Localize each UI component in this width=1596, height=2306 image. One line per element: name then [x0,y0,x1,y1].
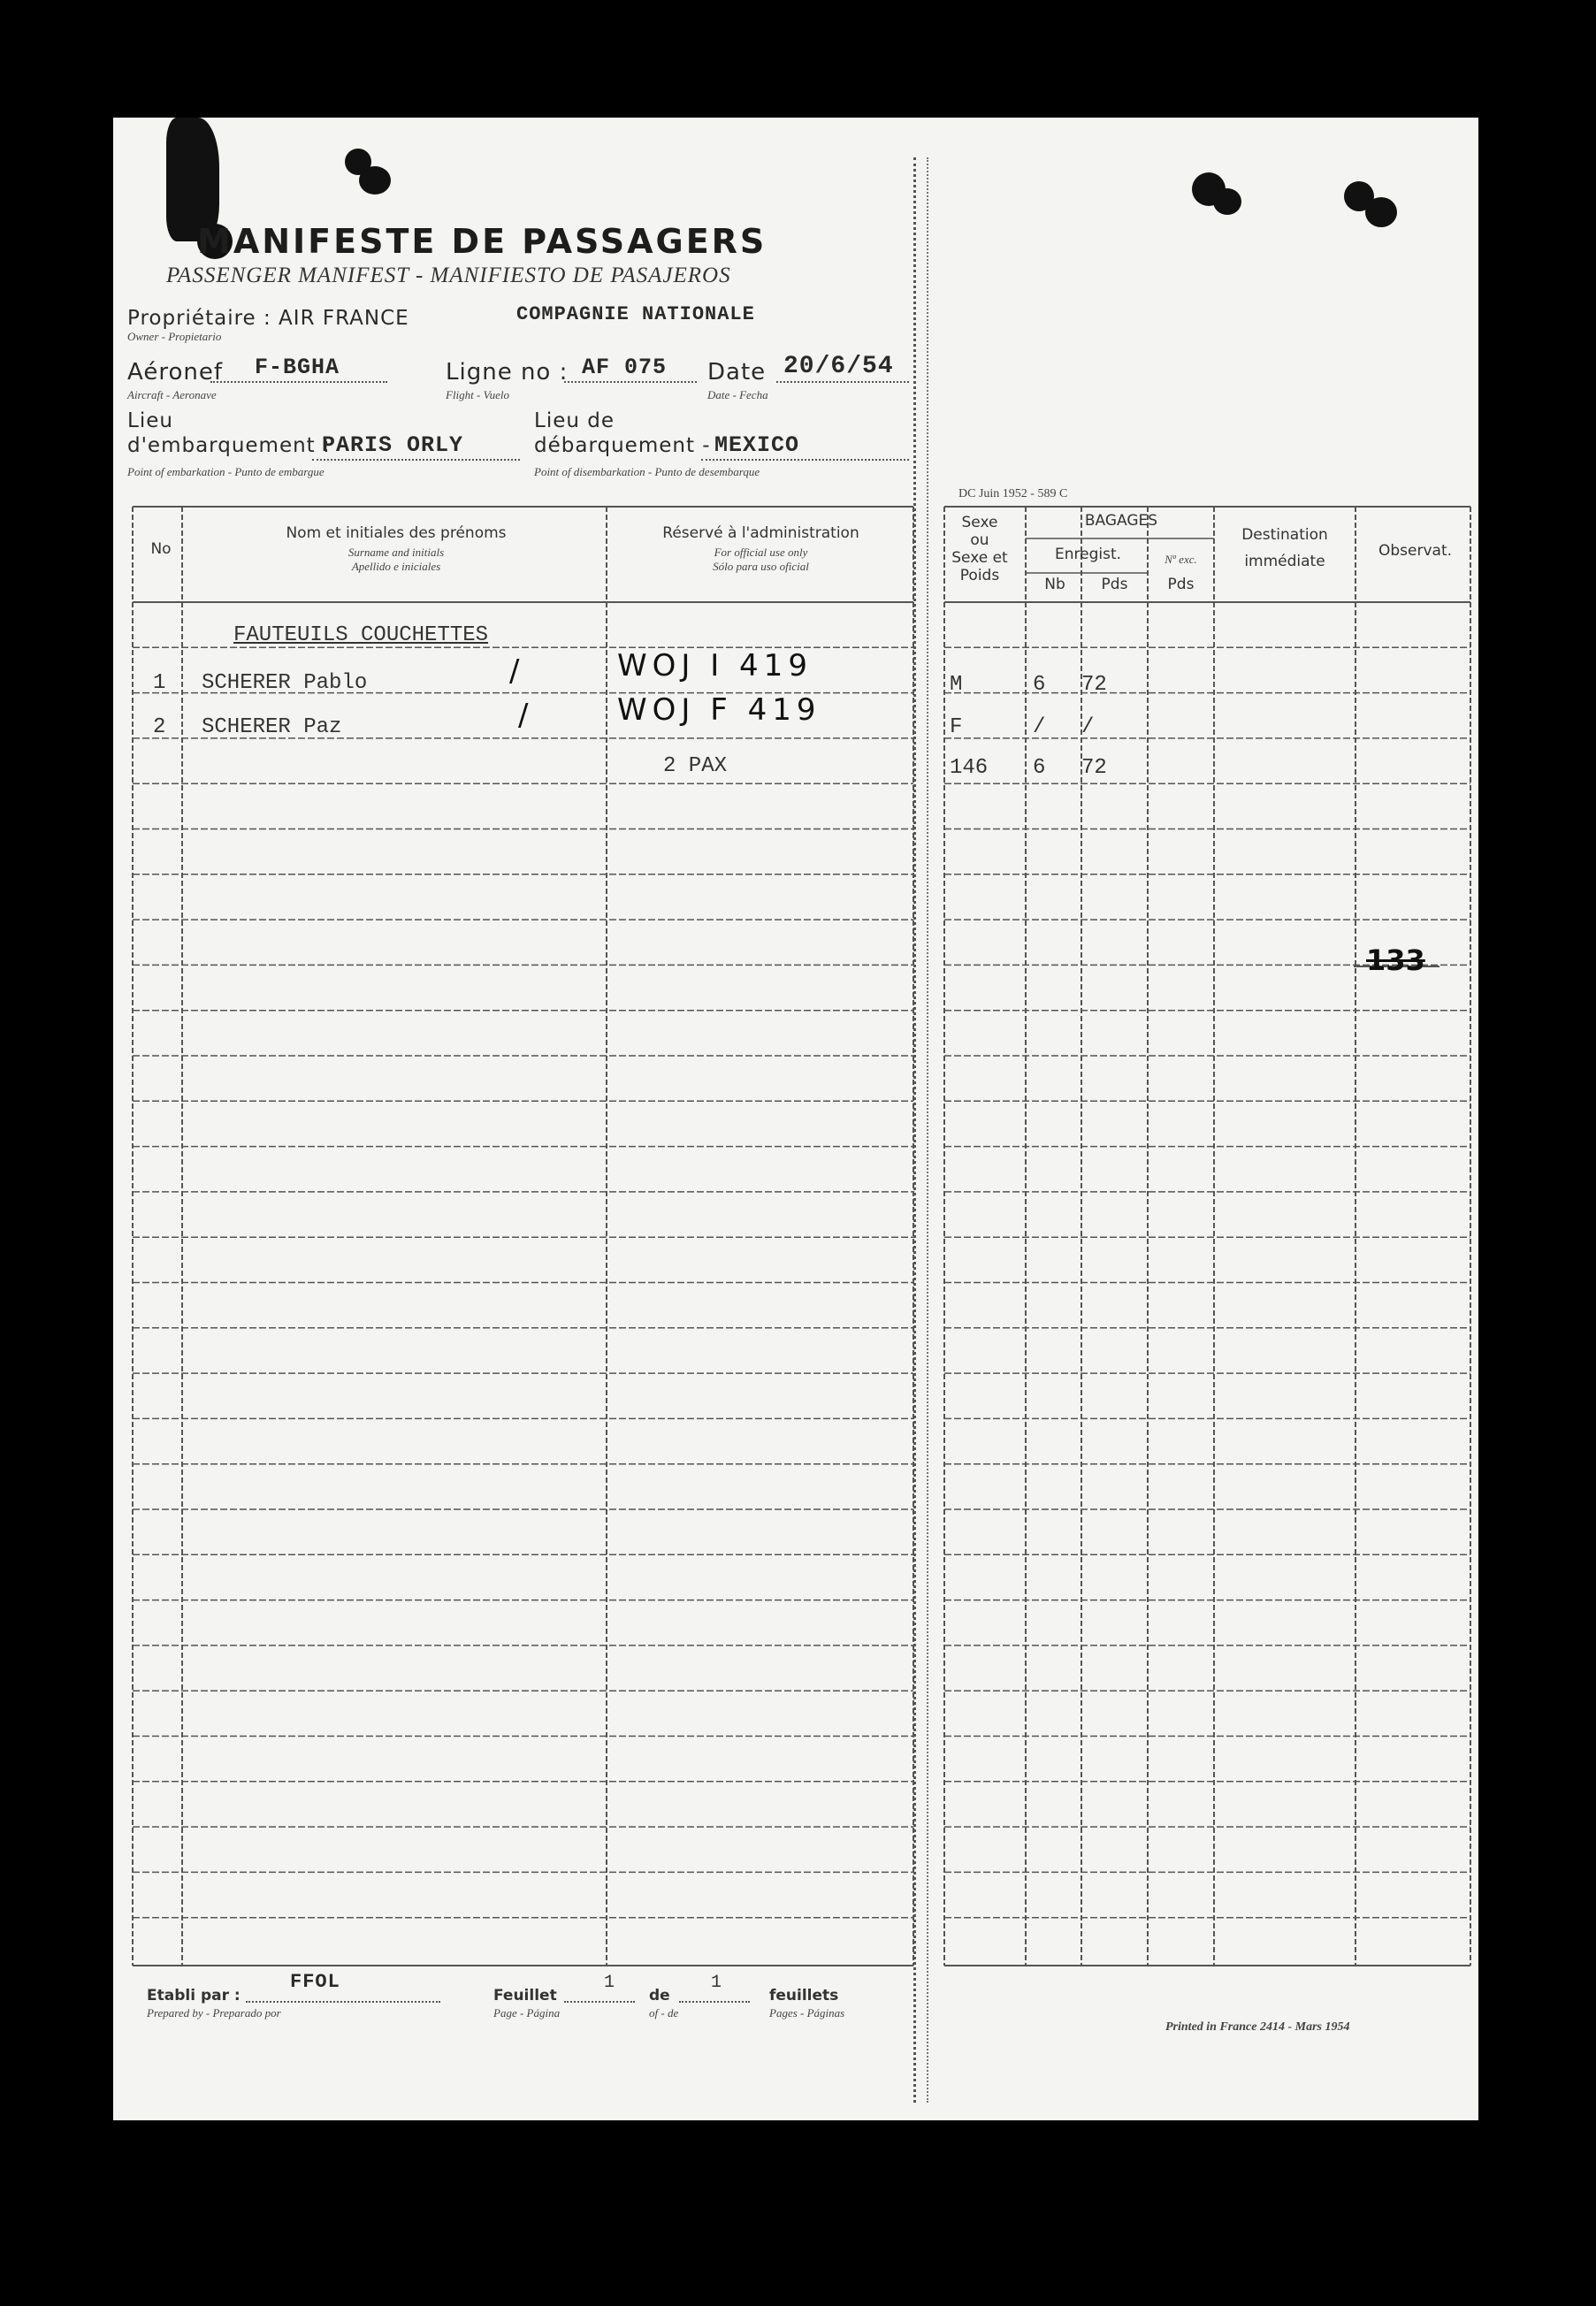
col-bagages-header: BAGAGES [1084,512,1158,530]
aircraft-sub: Aircraft - Aeronave [127,388,217,401]
line-value: AF 075 [582,355,668,380]
col-name-sub: Surname and initials [347,546,445,559]
row-2-sex: F [950,715,963,739]
disembark-value: MEXICO [714,432,800,458]
row-1-nb: 6 [1033,673,1046,697]
sheet-value: 1 [604,1973,615,1993]
row-2-check: / [518,698,534,733]
of-label: de [649,1987,670,2004]
line-label: Ligne no : [446,359,569,386]
col-no-header: No [150,540,172,558]
row-1-no: 1 [153,671,166,695]
date-label: Date [707,359,767,386]
date-sub: Date - Fecha [707,388,768,401]
row-2-admin: WOJ F 419 [617,692,821,728]
total-nb: 6 [1033,756,1046,780]
col-sex-header: Sexe et [951,549,1008,567]
page-subtitle: PASSENGER MANIFEST - MANIFIESTO DE PASAJEROS [166,263,731,287]
col-dest-header: immédiate [1244,553,1325,570]
section-label: FAUTEUILS COUCHETTES [233,623,489,647]
col-admin-sub: For official use only [714,546,808,559]
col-pds-header: Pds [1101,576,1128,593]
disembark-label: Lieu de [534,409,615,432]
col-name-header: Nom et initiales des prénoms [286,524,507,542]
row-2-pds: / [1081,715,1095,739]
col-nb-header: Nb [1044,576,1065,593]
aircraft-label: Aéronef [127,359,223,386]
col-sex-header: ou [970,531,989,549]
embark-label-2: d'embarquement : [127,434,331,457]
line-sub: Flight - Vuelo [446,388,509,401]
prepared-value: FFOL [290,1971,340,1993]
row-1-name: SCHERER Pablo [202,671,368,695]
row-1-check: / [509,653,525,689]
disembark-sub: Point of disembarkation - Punto de desembarque [534,465,760,478]
row-2-nb: / [1033,715,1046,739]
row-1-admin: WOJ I 419 [617,648,813,683]
date-value: 20/6/54 [783,353,894,380]
owner-label: Propriétaire : AIR FRANCE [127,307,409,330]
table-grid [113,118,1478,2120]
total-sex: 146 [950,756,989,780]
page-title: MANIFESTE DE PASSAGERS [197,222,767,261]
col-admin-sub: Sólo para uso oficial [713,560,809,573]
embark-value: PARIS ORLY [322,432,464,458]
total-pds: 72 [1081,756,1107,780]
form-reference: DC Juin 1952 - 589 C [958,487,1068,500]
row-1-pds: 72 [1081,673,1107,697]
col-admin-header: Réservé à l'administration [662,524,859,542]
prepared-sub: Prepared by - Preparado por [147,2006,281,2020]
total-pax: 2 PAX [663,754,728,778]
row-2-no: 2 [153,715,166,739]
sheet-sub: Page - Página [493,2006,561,2020]
owner-sub: Owner - Propietario [127,330,222,343]
col-dest-header: Destination [1241,526,1328,544]
of-value: 1 [711,1973,722,1993]
manifest-page [113,118,1478,2120]
col-pds2-header: Pds [1167,576,1195,593]
sheets-sub: Pages - Páginas [769,2006,845,2020]
row-2-name: SCHERER Paz [202,715,342,739]
of-sub: of - de [649,2006,679,2020]
owner-value: COMPAGNIE NATIONALE [516,303,755,325]
sheet-label: Feuillet [493,1987,557,2004]
prepared-label: Etabli par : [147,1987,241,2004]
disembark-label-2: débarquement - [534,434,711,457]
col-enreg-header: Enregist. [1054,546,1122,563]
printed-note: Printed in France 2414 - Mars 1954 [1165,2020,1350,2034]
aircraft-value: F-BGHA [255,355,340,380]
embark-label: Lieu [127,409,173,432]
row-1-sex: M [950,673,963,697]
col-obs-header: Observat. [1378,542,1453,560]
sheets-label: feuillets [769,1987,839,2004]
embark-sub: Point of embarkation - Punto de embargue [127,465,325,478]
col-name-sub: Apellido e iniciales [351,560,441,573]
observation-stamp: 133 [1366,943,1425,977]
col-exc-header: Nº exc. [1165,553,1197,566]
col-sex-header: Sexe [961,514,998,531]
col-sex-header: Poids [959,567,1000,584]
